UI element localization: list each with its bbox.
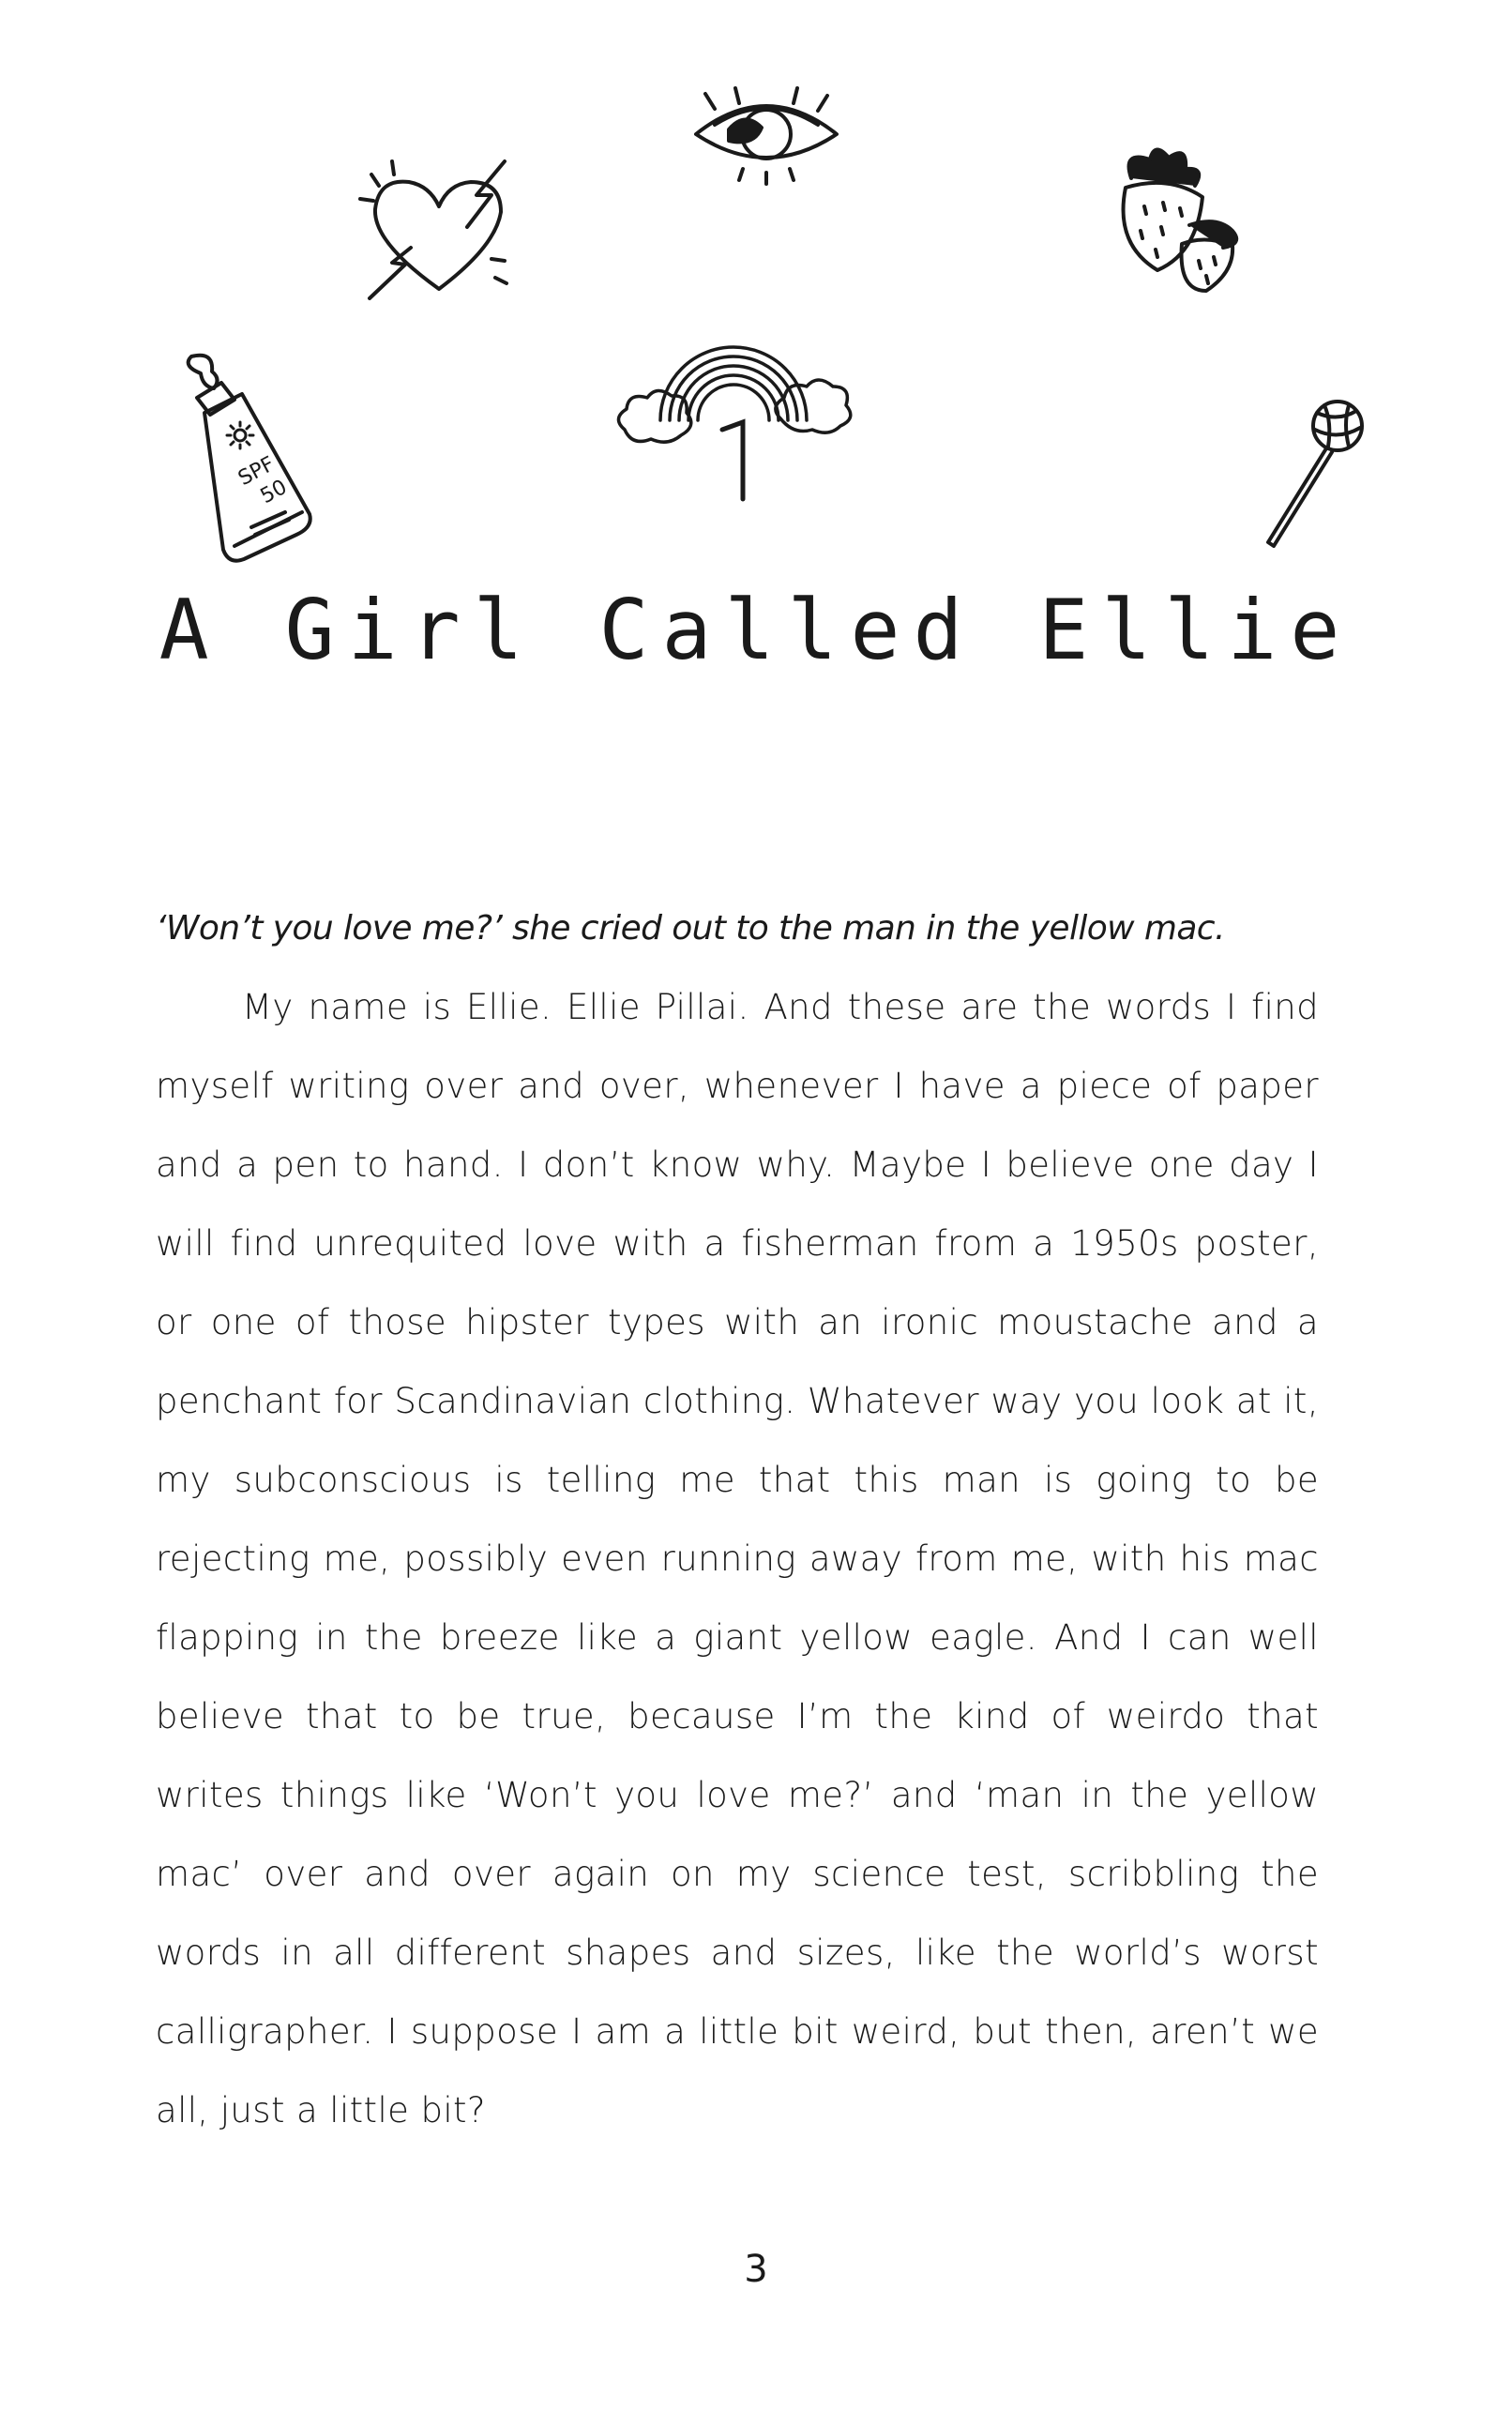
chapter-title: A Girl Called Ellie [159, 582, 1353, 678]
lollipop-icon [1257, 394, 1379, 553]
page-number: 3 [744, 2248, 768, 2291]
heart-lightning-icon [355, 158, 523, 308]
sunscreen-label-bottom: 50 [256, 475, 292, 509]
body-paragraph: My name is Ellie. Ellie Pillai. And these are the words I find myself writing over and over, whenever I have a piece of paper and a pen to hand. I don’t know why. Maybe I believe one day I will find unrequited love with a fisherman from a 1950s poster, or one of those hipster types with an ironic moustache and a penchant for Scandinavian clothing. Whatever way you look at it, my subconscious is telling me that this man is going to be rejecting me, possibly even running away from me, with his mac flapping in the breeze like a giant yellow eagle. And I can well believe that to be true, because I’m the kind of weirdo that writes things like ‘Won’t you love me?’ and ‘man in the yellow mac’ over and over again on my science test, scribbling the words in all different shapes and sizes, like the world’s worst calligrapher. I suppose I am a little bit weird, but then, aren’t we all, just a little bit? [156, 987, 1319, 2130]
chapter-number [709, 413, 765, 507]
sunscreen-label-top: SPF [234, 452, 279, 492]
opening-line: ‘Won’t you love me?’ she cried out to the man in the yellow mac. [156, 909, 1225, 948]
strawberry-icon [1112, 141, 1253, 300]
sunscreen-icon [173, 355, 323, 570]
eye-icon [687, 83, 846, 186]
chapter-body [156, 889, 1319, 2150]
